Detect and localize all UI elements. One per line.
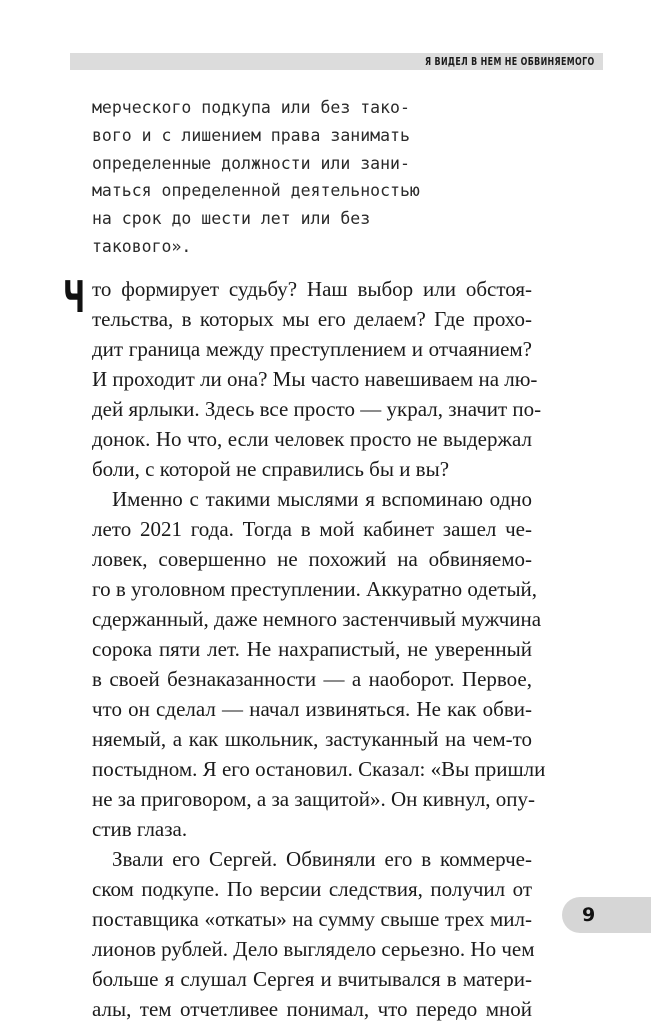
text-line: что он сделал — начал извиняться. Не как обви- xyxy=(92,697,532,721)
text-line: донок. Но что, если человек просто не выдержал xyxy=(92,427,532,451)
text-line: стив глаза. xyxy=(92,817,188,841)
text-line: няемый, а как школьник, застуканный на чем-то xyxy=(92,727,532,751)
text-line: дит граница между преступлением и отчаянием? xyxy=(92,337,532,361)
quote-line: мерческого подкупа или без тако- xyxy=(92,98,410,117)
running-title: Я ВИДЕЛ В НЕМ НЕ ОБВИНЯЕМОГО xyxy=(425,55,595,68)
text-line: боли, с которой не справились бы и вы? xyxy=(92,457,450,481)
page-number: 9 xyxy=(582,904,596,926)
text-line: ловек, совершенно не похожий на обвиняемо- xyxy=(92,547,532,571)
quote-line: маться определенной деятельностью xyxy=(92,181,420,201)
body-text xyxy=(92,274,546,1024)
page-number-tab xyxy=(562,897,651,933)
text-line: поставщика «откаты» на сумму свыше трех мил- xyxy=(92,907,532,931)
text-line: лето 2021 года. Тогда в мой кабинет зашел че- xyxy=(92,517,532,541)
paragraph-1 xyxy=(92,274,542,484)
text-line: го в уголовном преступлении. Аккуратно одетый, xyxy=(92,577,538,601)
quote-line: вого и с лишением права занимать xyxy=(92,125,410,145)
text-line: то формирует судьбу? Наш выбор или обстоя- xyxy=(92,277,532,301)
text-line: в своей безнаказанности — а наоборот. Первое, xyxy=(92,667,532,691)
text-line: Именно с такими мыслями я вспоминаю одно xyxy=(112,487,532,511)
text-line: больше я слушал Сергея и вчитывался в матери- xyxy=(92,967,532,991)
text-line: алы, тем отчетливее понимал, что передо мной xyxy=(92,997,532,1021)
quote-line: определенные должности или зани- xyxy=(92,153,410,173)
text-line: лионов рублей. Дело выглядело серьезно. Но чем xyxy=(92,937,535,961)
text-line: сорока пяти лет. Не нахрапистый, не уверенный xyxy=(92,637,532,661)
paragraph-3 xyxy=(92,844,535,1024)
quote-line: на срок до шести лет или без xyxy=(92,209,371,229)
text-line: Звали его Сергей. Обвиняли его в коммерче- xyxy=(112,847,532,871)
paragraph-2 xyxy=(92,484,546,844)
running-header xyxy=(70,53,603,70)
text-line: не за приговором, а за защитой». Он кивнул, опу- xyxy=(92,787,536,811)
text-line: тельства, в которых мы его делаем? Где прохо- xyxy=(92,307,532,331)
text-line: ском подкупе. По версии следствия, получил от xyxy=(92,877,532,901)
text-line: И проходит ли она? Мы часто навешиваем на лю- xyxy=(92,367,538,391)
legal-quote xyxy=(92,94,532,261)
quote-line: такового». xyxy=(92,236,192,256)
text-line: постыдном. Я его остановил. Сказал: «Вы пришли xyxy=(92,757,546,781)
text-line: сдержанный, даже немного застенчивый мужчина xyxy=(92,607,542,631)
text-line: дей ярлыки. Здесь все просто — украл, значит по- xyxy=(92,397,542,421)
drop-cap: Ч xyxy=(63,272,86,323)
